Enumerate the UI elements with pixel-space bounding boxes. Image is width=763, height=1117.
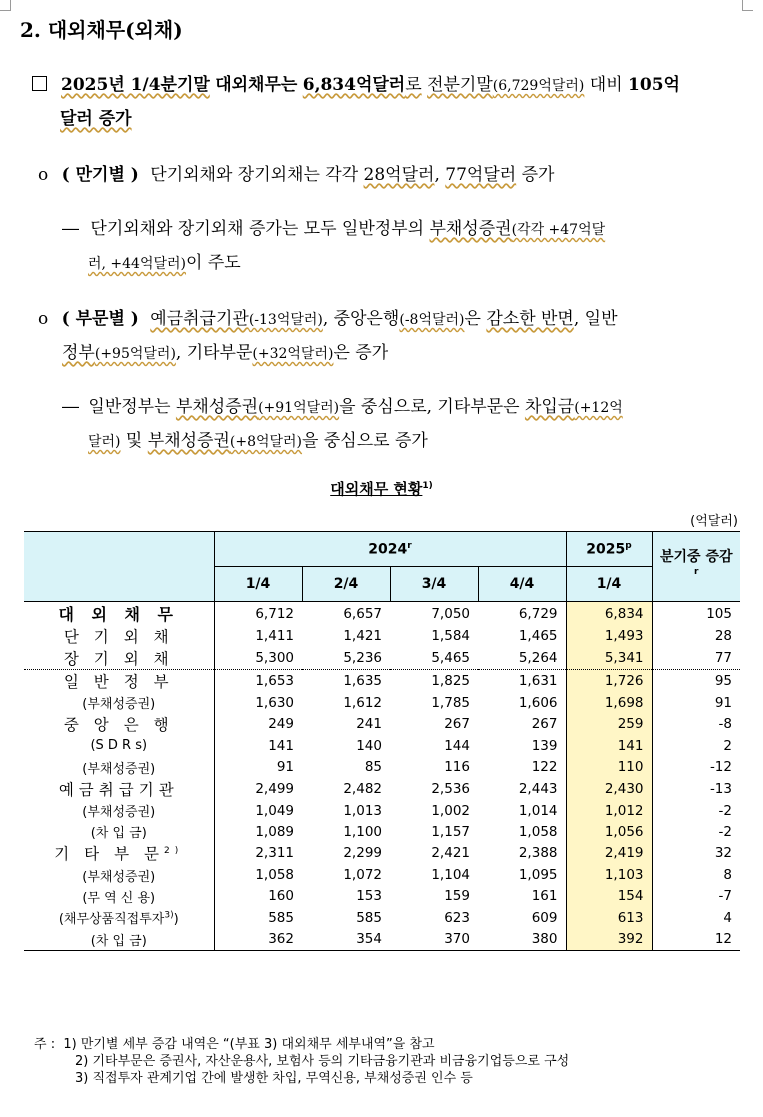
table-cell: 2,311 [255, 845, 294, 862]
row-label: 일 반 정 부 [24, 670, 214, 693]
table-cell: 1,072 [343, 867, 382, 884]
table-cell: 5,465 [431, 650, 470, 666]
table-row [24, 735, 740, 756]
table-cell: 2,482 [343, 780, 382, 797]
table-cell: 122 [531, 759, 558, 776]
table-cell: 5,341 [566, 647, 652, 670]
table-cell: 613 [566, 907, 652, 928]
table-cell: 91 [276, 759, 294, 776]
row-label: 단 기 외 채 [24, 625, 214, 647]
header-quarter: 1/4 [566, 567, 652, 602]
header-quarter: 2/4 [302, 567, 390, 602]
table-cell: 2,499 [255, 780, 294, 797]
row-label: 장 기 외 채 [24, 647, 214, 670]
table-cell: 110 [566, 757, 652, 778]
table-cell: 1,012 [566, 800, 652, 821]
table-row [24, 625, 740, 647]
table-cell: 2,419 [566, 842, 652, 864]
table-cell: 5,300 [255, 650, 294, 666]
table-cell: 1,095 [518, 867, 558, 884]
footnotes: 주 : 1) 만기별 세부 증감 내역은 “(부표 3) 대외채무 세부내역”을 참고 2) 기타부문은 증권사, 자산운용사, 보험사 등의 기타금융기관과 비금융기업등으로 구성 3) 직접투자 관계기업 간에 발생한 차입, 무역신용, 부채성증권 인수 등 [34, 1037, 570, 1086]
table-cell: 144 [444, 737, 470, 754]
table-cell: 1,726 [566, 670, 652, 693]
sector-paragraph: o ( 부문별 ) 예금취급기관(-13억달러), 중앙은행(-8억달러)은 감소한 반면, 일반 [38, 309, 618, 329]
header-change: 분기중 증감$^r$ [652, 532, 740, 602]
sector-detail-cont: 달러) 및 부채성증권(+8억달러)을 중심으로 증가 [88, 431, 428, 451]
table-cell: 1,056 [566, 821, 652, 842]
table-cell: 1,630 [255, 694, 294, 711]
table-cell: 2,421 [431, 845, 470, 862]
table-cell: 1,493 [566, 625, 652, 647]
table-cell: -2 [718, 802, 732, 819]
table-cell: 585 [268, 909, 294, 926]
row-label: (차 입 금) [24, 821, 214, 842]
footnote-3: 3) 직접투자 관계기업 간에 발생한 차입, 무역신용, 부채성증권 인수 등 [75, 1071, 473, 1086]
table-title: 대외채무 현황$^{1)}$ [330, 480, 433, 498]
row-label: (S D R s) [24, 735, 214, 756]
row-label: 예금취급기관 [24, 778, 214, 800]
table-cell: 354 [302, 928, 390, 950]
table-cell: 1,612 [343, 694, 382, 711]
table-cell: 12 [652, 928, 740, 950]
table-cell: 362 [214, 928, 302, 950]
table-cell: 116 [444, 759, 470, 776]
sector-detail-paragraph: ― 일반정부는 부채성증권(+91억달러)을 중심으로, 기타부문은 차입금(+12억 [62, 397, 623, 417]
table-cell: 623 [444, 909, 470, 926]
table-cell: 1,049 [255, 802, 294, 819]
table-cell: 380 [478, 928, 566, 950]
table-cell: 1,103 [566, 864, 652, 885]
dash-bullet: ― [62, 397, 79, 417]
header-year-2024: 2024$^r$ [214, 532, 566, 567]
header-blank [24, 532, 214, 602]
header-quarter: 4/4 [478, 567, 566, 602]
table-row [24, 713, 740, 735]
table-cell: 139 [531, 737, 558, 754]
section-title: 2. 대외채무(외채) [20, 18, 183, 42]
table-cell: 1,157 [431, 823, 470, 840]
table-cell: 141 [268, 737, 294, 754]
table-cell: 1,014 [518, 802, 558, 819]
table-cell: 2,443 [518, 780, 558, 797]
table-cell: 85 [364, 759, 382, 776]
maturity-detail-cont: 러, +44억달러)이 주도 [88, 253, 241, 273]
table-cell: 2 [723, 737, 732, 754]
table-cell: 77 [714, 650, 732, 666]
table-cell: 5,236 [343, 650, 382, 666]
table-row [24, 928, 740, 950]
table-cell: -13 [709, 780, 732, 797]
table-row [24, 757, 740, 778]
table-row [24, 864, 740, 885]
header-quarter: 1/4 [214, 567, 302, 602]
page-corner-mark-right [742, 0, 753, 11]
row-label: (차 입 금) [24, 928, 214, 950]
table-cell: 2,430 [566, 778, 652, 800]
table-cell: 1,635 [302, 670, 390, 693]
table-cell: 1,606 [518, 694, 558, 711]
external-debt-table [24, 531, 740, 951]
table-row [24, 778, 740, 800]
table-cell: 392 [566, 928, 652, 950]
summary-paragraph-cont: 달러 증가 [60, 109, 132, 129]
table-cell: 609 [531, 909, 558, 926]
table-row [24, 842, 740, 864]
table-row [24, 670, 740, 693]
table-cell: 1,631 [478, 670, 566, 693]
table-cell: -2 [718, 823, 732, 840]
table-cell: 161 [531, 888, 558, 905]
row-label: 기 타 부 문$^{2)}$ [24, 842, 214, 864]
table-cell: 2,299 [343, 845, 382, 862]
table-cell: 1,058 [518, 823, 558, 840]
table-cell: 141 [566, 735, 652, 756]
table-cell: 7,050 [390, 602, 478, 626]
row-label: (부채성증권) [24, 757, 214, 778]
table-cell: 259 [566, 713, 652, 735]
header-quarter: 3/4 [390, 567, 478, 602]
table-cell: 153 [356, 888, 382, 905]
table-cell: 370 [390, 928, 478, 950]
table-cell: -12 [709, 759, 732, 776]
square-bullet-icon [32, 76, 47, 91]
table-cell: 1,411 [255, 628, 294, 644]
table-cell: 95 [652, 670, 740, 693]
table-cell: 2,536 [431, 780, 470, 797]
table-cell: 2,388 [518, 845, 558, 862]
table-cell: 1,002 [431, 802, 470, 819]
table-cell: 140 [356, 737, 382, 754]
table-row [24, 800, 740, 821]
table-cell: 267 [444, 716, 470, 733]
table-cell: 267 [531, 716, 558, 733]
row-label: (부채성증권) [24, 800, 214, 821]
dash-bullet: ― [62, 219, 79, 239]
table-cell: 4 [723, 909, 732, 926]
table-cell: 1,013 [343, 802, 382, 819]
table-row [24, 602, 740, 626]
maturity-detail-paragraph: ― 단기외채와 장기외채 증가는 모두 일반정부의 부채성증권(각각 +47억달 [62, 219, 606, 239]
circle-bullet: o [38, 309, 49, 329]
table-cell: 160 [268, 888, 294, 905]
table-cell: 241 [356, 716, 382, 733]
row-label: (채무상품직접투자$^{3)}$) [24, 907, 214, 928]
table-cell: 1,653 [214, 670, 302, 693]
row-label: (무 역 신 용) [24, 886, 214, 907]
table-cell: 1,825 [390, 670, 478, 693]
circle-bullet: o [38, 165, 49, 185]
table-cell: 1,100 [343, 823, 382, 840]
row-label: (부채성증권) [24, 864, 214, 885]
maturity-paragraph: o ( 만기별 ) 단기외채와 장기외채는 각각 28억달러, 77억달러 증가 [38, 165, 555, 185]
table-cell: 1,421 [343, 628, 382, 644]
table-unit: (억달러) [690, 514, 738, 529]
table-cell: 6,657 [302, 602, 390, 626]
table-row [24, 647, 740, 670]
row-label: 대 외 채 무 [24, 602, 214, 626]
table-cell: 154 [566, 886, 652, 907]
table-cell: 28 [714, 628, 732, 644]
table-cell: 5,264 [518, 650, 558, 666]
table-cell: 585 [356, 909, 382, 926]
table-cell: -8 [718, 716, 732, 733]
table-cell: 249 [268, 716, 294, 733]
table-row [24, 692, 740, 713]
table-cell: 1,698 [566, 692, 652, 713]
table-cell: 1,465 [518, 628, 558, 644]
table-row [24, 907, 740, 928]
sector-paragraph-cont: 정부(+95억달러), 기타부문(+32억달러)은 증가 [62, 343, 389, 363]
table-cell: 8 [723, 867, 732, 884]
header-year-2025: 2025$^p$ [566, 532, 652, 567]
footnote-2: 2) 기타부문은 증권사, 자산운용사, 보험사 등의 기타금융기관과 비금융기업등으로 구성 [75, 1054, 570, 1069]
page-corner-mark-left [0, 0, 11, 11]
summary-paragraph: 2025년 1/4분기말 대외채무는 6,834억달러로 전분기말(6,729억달러) 대비 105억 [32, 68, 747, 103]
table-cell: 91 [714, 694, 732, 711]
table-cell: 32 [714, 845, 732, 862]
table-cell: -7 [718, 888, 732, 905]
row-label: (부채성증권) [24, 692, 214, 713]
table-cell: 105 [652, 602, 740, 626]
table-cell: 6,834 [566, 602, 652, 626]
table-cell: 1,785 [431, 694, 470, 711]
footnote-1: 1) 만기별 세부 증감 내역은 “(부표 3) 대외채무 세부내역”을 참고 [63, 1037, 435, 1052]
table-row [24, 821, 740, 842]
table-cell: 1,104 [431, 867, 470, 884]
table-row [24, 886, 740, 907]
row-label: 중 앙 은 행 [24, 713, 214, 735]
table-cell: 1,584 [431, 628, 470, 644]
table-cell: 6,729 [478, 602, 566, 626]
table-cell: 1,058 [255, 867, 294, 884]
table-cell: 159 [444, 888, 470, 905]
table-cell: 1,089 [255, 823, 294, 840]
table-cell: 6,712 [214, 602, 302, 626]
